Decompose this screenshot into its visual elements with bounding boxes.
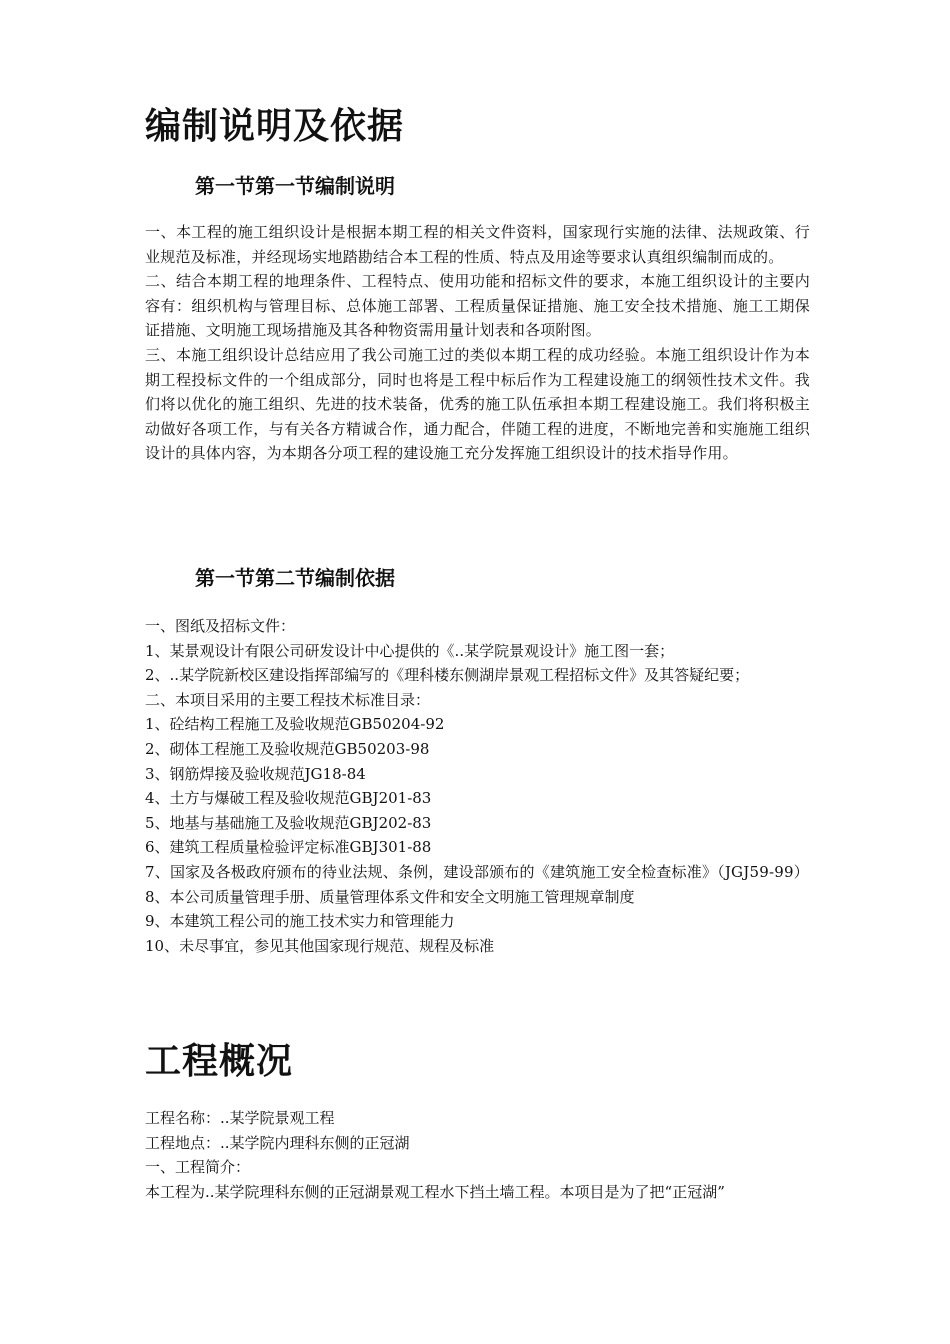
section-body	[145, 614, 810, 958]
overview-line: 一、工程简介：	[145, 1158, 251, 1177]
section-heading: 第一节第一节编制说明	[195, 174, 395, 198]
list-item: 10、未尽事宜，参见其他国家现行规范、规程及标准	[145, 936, 495, 955]
list-item: 6、建筑工程质量检验评定标准GBJ301-88	[145, 838, 432, 857]
list-item: 1、某景观设计有限公司研发设计中心提供的《..某学院景观设计》施工图一套；	[145, 641, 675, 660]
list-item: 7、国家及各极政府颁布的待业法规、条例，建设部颁布的《建筑施工安全检查标准》（JGJ59-99）	[145, 862, 809, 881]
list-item: 3、钢筋焊接及验收规范JG18-84	[145, 764, 366, 783]
list-item: 2、砌体工程施工及验收规范GB50203-98	[145, 739, 430, 758]
list-item: 4、土方与爆破工程及验收规范GBJ201-83	[145, 789, 432, 808]
paragraph: 二、结合本期工程的地理条件、工程特点、使用功能和招标文件的要求，本施工组织设计的主要内容有：组织机构与管理目标、总体施工部署、工程质量保证措施、施工安全技术措施、施工工期保证措施、文明施工现场措施及其各种物资需用量计划表和各项附图。	[145, 272, 810, 340]
overview-line: 工程名称：..某学院景观工程	[145, 1109, 335, 1127]
paragraph: 三、本施工组织设计总结应用了我公司施工过的类似本期工程的成功经验。本施工组织设计作为本期工程投标文件的一个组成部分，同时也将是工程中标后作为工程建设施工的纲领性技术文件。我们将以优化的施工组织、先进的技术装备，优秀的施工队伍承担本期工程建设施工。我们将积极主动做好各项工作，与有关各方精诚合作，通力配合，伴随工程的进度，不断地完善和实施施工组织设计的具体内容，为本期各分项工程的建设施工充分发挥施工组织设计的技术指导作用。	[145, 345, 810, 463]
paragraph: 一、本工程的施工组织设计是根据本期工程的相关文件资料，国家现行实施的法律、法规政策、行业规范及标准，并经现场实地踏勘结合本工程的性质、特点及用途等要求认真组织编制而成的。	[145, 223, 810, 266]
overview-line: 工程地点：..某学院内理科东侧的正冠湖	[145, 1133, 410, 1152]
list-item: 二、本项目采用的主要工程技术标准目录：	[145, 690, 431, 709]
list-item: 一、图纸及招标文件：	[145, 617, 296, 635]
overview-body	[145, 1106, 810, 1204]
list-item: 5、地基与基础施工及验收规范GBJ202-83	[145, 813, 432, 832]
list-item: 2、..某学院新校区建设指挥部编写的《理科楼东侧湖岸景观工程招标文件》及其答疑纪要；	[145, 666, 750, 685]
list-item: 1、砼结构工程施工及验收规范GB50204-92	[145, 715, 445, 734]
list-item: 8、本公司质量管理手册、质量管理体系文件和安全文明施工管理规章制度	[145, 887, 635, 906]
chapter-title: 编制说明及依据	[145, 106, 405, 147]
overview-line: 本工程为..某学院理科东侧的正冠湖景观工程水下挡土墙工程。本项目是为了把“正冠湖”	[145, 1182, 725, 1201]
section-body	[145, 220, 810, 466]
chapter-title: 工程概况	[145, 1041, 294, 1082]
section-heading: 第一节第二节编制依据	[195, 566, 395, 590]
list-item: 9、本建筑工程公司的施工技术实力和管理能力	[145, 912, 455, 931]
